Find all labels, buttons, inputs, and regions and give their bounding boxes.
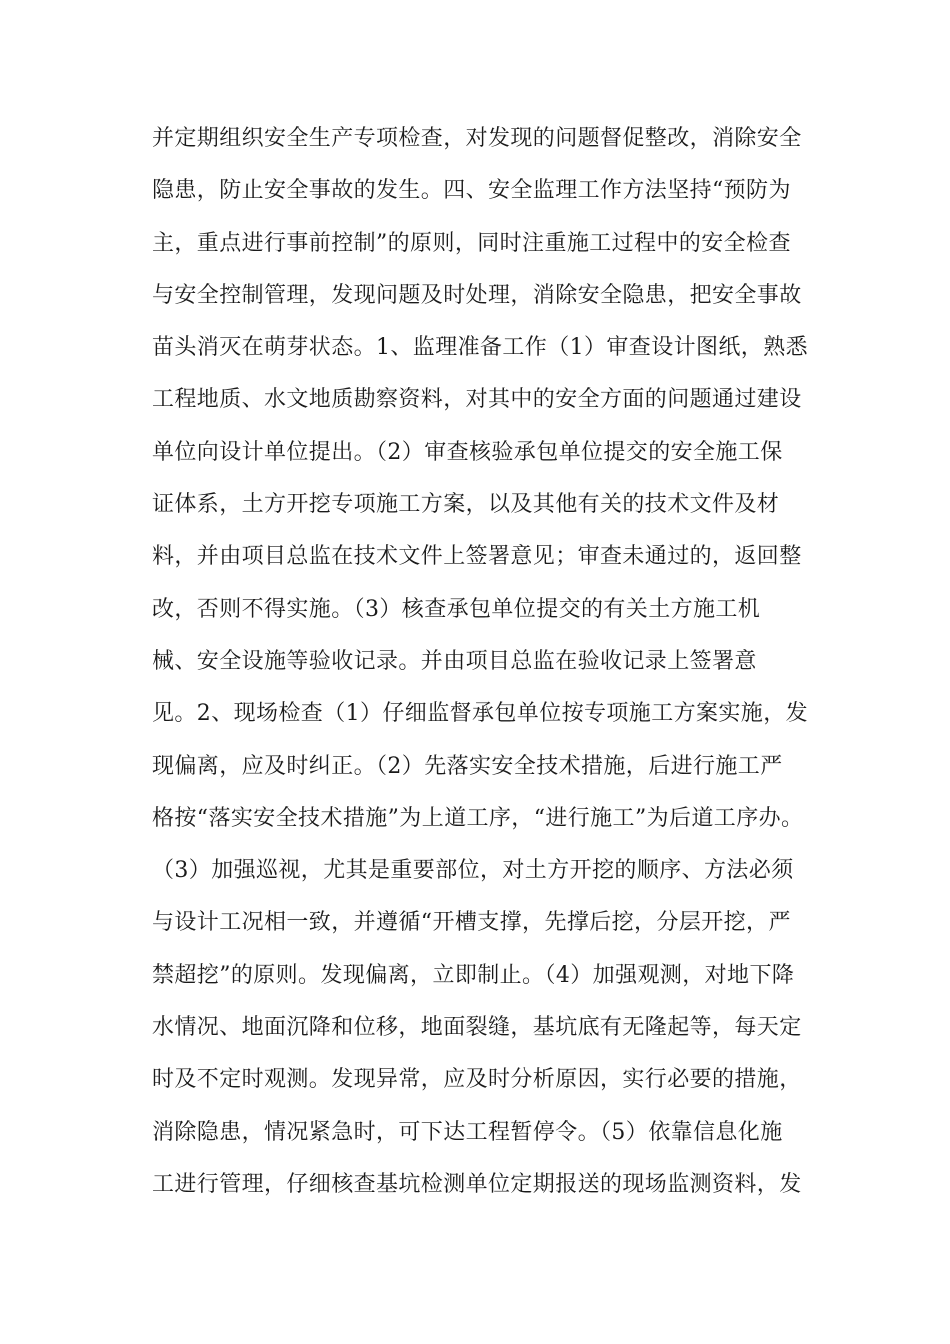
text-line-17: 禁超挖”的原则。发现偏离，立即制止。（4）加强观测，对地下降: [152, 962, 795, 988]
text-line-21: 工进行管理，仔细核查基坑检测单位定期报送的现场监测资料，发: [152, 1171, 802, 1197]
text-line-13: 现偏离，应及时纠正。（2）先落实安全技术措施，后进行施工严: [152, 753, 783, 779]
text-line-11: 械、安全设施等验收记录。并由项目总监在验收记录上签署意: [152, 648, 757, 674]
text-line-16: 与设计工况相一致，并遵循“开槽支撑，先撑后挖，分层开挖，严: [152, 910, 791, 936]
text-line-2: 隐患，防止安全事故的发生。四、安全监理工作方法坚持“预防为: [152, 178, 791, 204]
text-line-19: 时及不定时观测。发现异常，应及时分析原因，实行必要的措施，: [152, 1067, 802, 1093]
text-line-15: （3）加强巡视，尤其是重要部位，对土方开挖的顺序、方法必须: [152, 858, 794, 884]
text-line-3: 主，重点进行事前控制”的原则，同时注重施工过程中的安全检查: [152, 230, 791, 256]
text-line-5: 苗头消灭在萌芽状态。1、监理准备工作（1）审查设计图纸，熟悉: [152, 335, 808, 361]
text-line-1: 并定期组织安全生产专项检查，对发现的问题督促整改，消除安全: [152, 126, 802, 151]
body-text: [152, 116, 812, 1214]
text-line-7: 单位向设计单位提出。（2）审查核验承包单位提交的安全施工保: [152, 439, 783, 465]
text-line-8: 证体系，土方开挖专项施工方案，以及其他有关的技术文件及材: [152, 492, 780, 518]
text-line-18: 水情况、地面沉降和位移，地面裂缝，基坑底有无隆起等，每天定: [152, 1015, 802, 1041]
text-line-20: 消除隐患，情况紧急时，可下达工程暂停令。（5）依靠信息化施: [152, 1119, 783, 1145]
text-line-4: 与安全控制管理，发现问题及时处理，消除安全隐患，把安全事故: [152, 282, 802, 308]
text-line-9: 料，并由项目总监在技术文件上签署意见；审查未通过的，返回整: [152, 544, 802, 570]
text-line-12: 见。2、现场检查（1）仔细监督承包单位按专项施工方案实施，发: [152, 701, 808, 727]
text-line-10: 改，否则不得实施。（3）核查承包单位提交的有关土方施工机: [152, 596, 761, 622]
text-line-6: 工程地质、水文地质勘察资料，对其中的安全方面的问题通过建设: [152, 387, 802, 413]
text-line-14: 格按“落实安全技术措施”为上道工序，“进行施工”为后道工序办。: [152, 805, 804, 831]
